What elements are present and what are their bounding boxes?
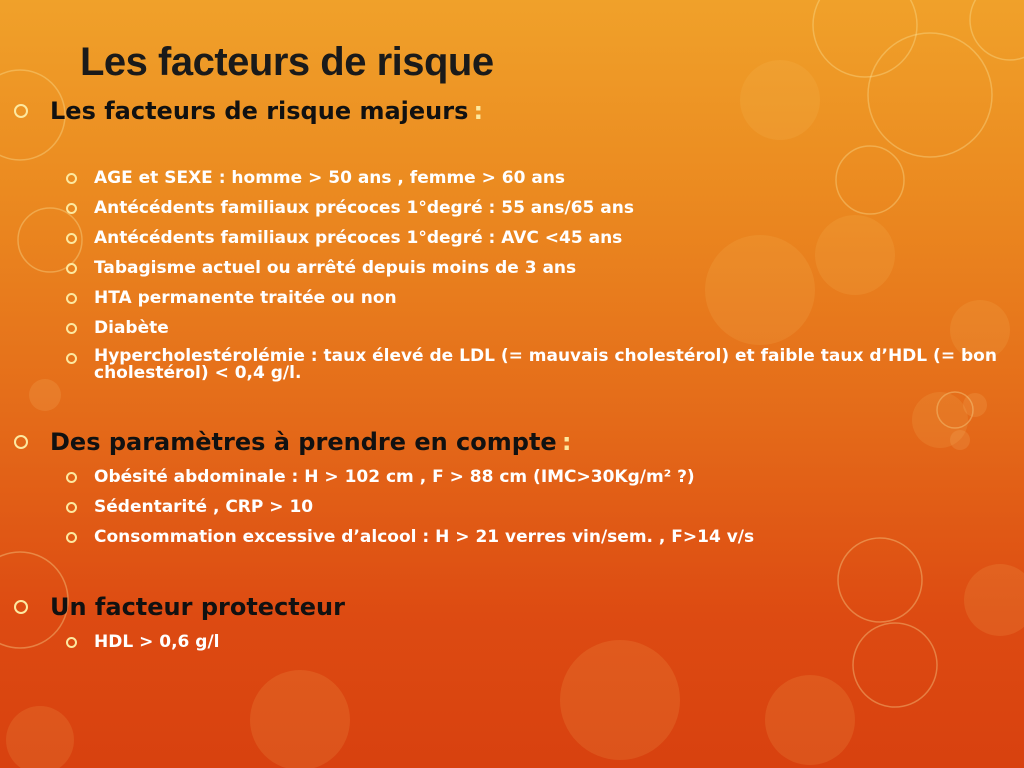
section-protective-factor [14, 592, 1004, 662]
list-item-text: Consommation excessive d’alcool : H > 21 verres vin/sem. , F>14 v/s [94, 527, 755, 547]
list-item [14, 497, 1004, 527]
section-label: Les facteurs de risque majeurs [50, 97, 469, 125]
circle-bullet-icon [66, 502, 77, 513]
list-item [14, 198, 1004, 228]
list-item [14, 467, 1004, 497]
list-item [14, 168, 1004, 198]
section-label: Un facteur protecteur [50, 593, 345, 621]
circle-bullet-icon [66, 472, 77, 483]
section-major-risk-factors [14, 96, 1004, 382]
list-item [14, 318, 1004, 348]
section-colon: : [473, 97, 484, 125]
circle-bullet-icon [66, 293, 77, 304]
list-item-text: HTA permanente traitée ou non [94, 288, 397, 308]
circle-bullet-icon [66, 173, 77, 184]
circle-bullet-icon [14, 104, 28, 118]
list-item-text: Tabagisme actuel ou arrêté depuis moins de 3 ans [94, 258, 577, 278]
section-colon: : [561, 428, 572, 456]
list-item [14, 527, 1004, 557]
circle-bullet-icon [14, 600, 28, 614]
section-label: Des paramètres à prendre en compte [50, 428, 557, 456]
protective-factor-list [14, 632, 1004, 662]
section-heading [14, 592, 1004, 626]
list-item-text: HDL > 0,6 g/l [94, 632, 220, 652]
circle-bullet-icon [66, 263, 77, 274]
list-item-text: Antécédents familiaux précoces 1°degré : AVC <45 ans [94, 228, 623, 248]
list-item [14, 258, 1004, 288]
section-parameters [14, 427, 1004, 557]
section-heading [14, 427, 1004, 461]
list-item-text: Obésité abdominale : H > 102 cm , F > 88 cm (IMC>30Kg/m² ?) [94, 467, 695, 487]
risk-factor-list [14, 168, 1004, 382]
list-item-text: Diabète [94, 318, 169, 338]
circle-bullet-icon [66, 637, 77, 648]
circle-bullet-icon [66, 353, 77, 364]
circle-bullet-icon [66, 233, 77, 244]
list-item-text: Hypercholestérolémie : taux élevé de LDL (= mauvais cholestérol) et faible taux d’HDL (= bon cholestérol) < 0,4 g/l. [94, 346, 997, 383]
slide-title: Les facteurs de risque [80, 40, 494, 84]
list-item [14, 228, 1004, 258]
parameters-list [14, 467, 1004, 557]
list-item-text: AGE et SEXE : homme > 50 ans , femme > 60 ans [94, 168, 566, 188]
circle-bullet-icon [66, 323, 77, 334]
list-item [14, 288, 1004, 318]
circle-bullet-icon [14, 435, 28, 449]
list-item [14, 348, 1004, 382]
list-item-text: Sédentarité , CRP > 10 [94, 497, 314, 517]
section-heading [14, 96, 1004, 130]
list-item-text: Antécédents familiaux précoces 1°degré : 55 ans/65 ans [94, 198, 634, 218]
circle-bullet-icon [66, 532, 77, 543]
list-item [14, 632, 1004, 662]
circle-bullet-icon [66, 203, 77, 214]
